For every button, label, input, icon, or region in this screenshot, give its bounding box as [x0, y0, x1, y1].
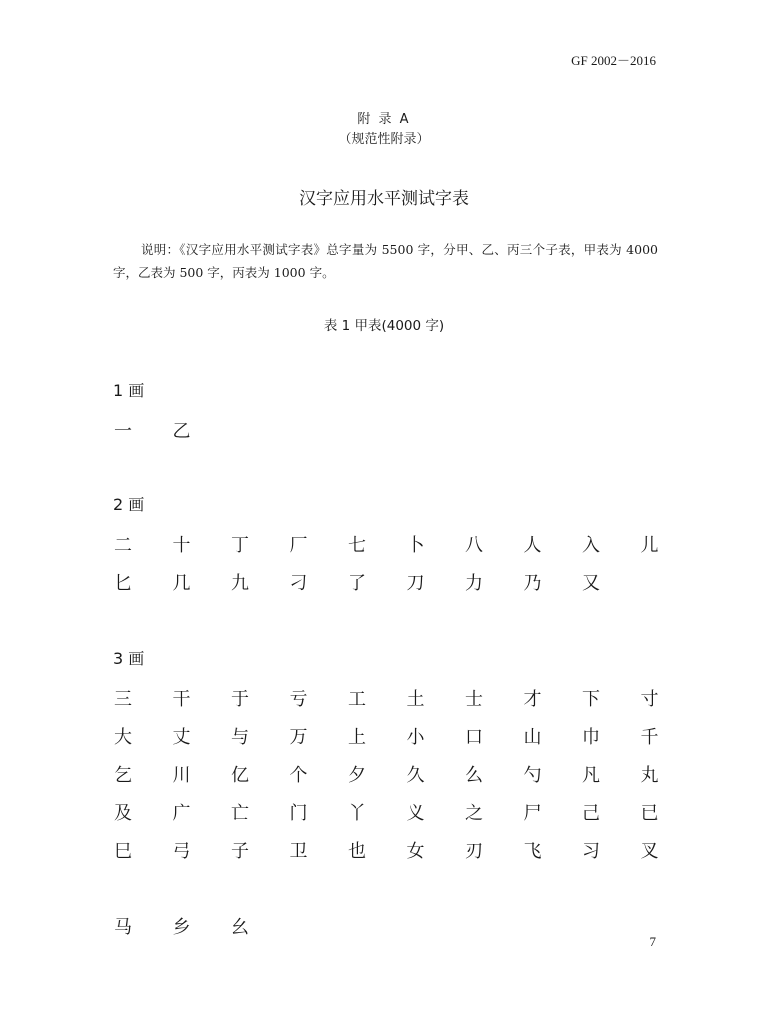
character-cell: 卜: [406, 535, 425, 556]
character-cell: 人: [523, 535, 542, 556]
character-cell: 七: [348, 535, 366, 556]
character-cell: 尸: [523, 803, 542, 824]
character-cell: 厂: [289, 535, 308, 556]
character-cell: 了: [348, 573, 366, 594]
character-row: [113, 534, 673, 558]
character-cell: 么: [465, 765, 483, 786]
character-cell: 门: [289, 803, 308, 824]
character-cell: 刃: [465, 841, 483, 862]
character-row: [113, 764, 673, 788]
character-cell: 刁: [289, 573, 308, 594]
stroke-count-heading: 3 画: [113, 649, 145, 668]
character-cell: 寸: [640, 689, 659, 710]
character-cell: 二: [114, 535, 132, 556]
character-cell: 入: [582, 535, 600, 556]
character-cell: 又: [582, 573, 600, 594]
character-cell: 山: [523, 727, 542, 748]
character-cell: 义: [406, 803, 425, 824]
character-cell: 亡: [231, 803, 249, 824]
character-cell: 习: [582, 841, 600, 862]
character-cell: 巾: [582, 727, 600, 748]
character-cell: 干: [172, 689, 191, 710]
character-cell: 也: [348, 841, 366, 862]
character-cell: 几: [172, 573, 191, 594]
character-cell: 卫: [289, 841, 308, 862]
page-number: 7: [649, 934, 656, 949]
character-cell: 马: [114, 917, 132, 938]
character-cell: 飞: [523, 841, 542, 862]
character-row: [113, 726, 673, 750]
explanation-note: 说明：《汉字应用水平测试字表》总字量为 5500 字，分甲、乙、丙三个子表，甲表为 4000 字，乙表为 500 字，丙表为 1000 字。: [113, 242, 658, 280]
character-cell: 匕: [114, 573, 132, 594]
character-cell: 才: [523, 689, 542, 710]
standard-code: GF 2002－2016: [571, 53, 656, 68]
character-cell: 夕: [348, 765, 366, 786]
character-cell: 刀: [406, 573, 425, 594]
character-cell: 丸: [640, 765, 659, 786]
character-row: [113, 916, 673, 940]
document-title: 汉字应用水平测试字表: [299, 189, 469, 209]
character-cell: 大: [114, 727, 132, 748]
character-cell: 川: [172, 765, 191, 786]
appendix-title: 附 录 A: [357, 112, 411, 127]
character-cell: 下: [582, 689, 600, 710]
character-row: [113, 802, 673, 826]
appendix-subtitle: （规范性附录）: [338, 132, 430, 147]
character-cell: 乃: [523, 573, 542, 594]
character-cell: 丁: [231, 535, 249, 556]
stroke-count-heading: 1 画: [113, 381, 145, 400]
character-row: [113, 840, 673, 864]
character-cell: 丈: [172, 727, 191, 748]
character-cell: 上: [348, 727, 366, 748]
character-cell: 乞: [114, 765, 132, 786]
character-cell: 久: [406, 765, 425, 786]
character-cell: 三: [114, 689, 132, 710]
character-row: [113, 572, 673, 596]
character-cell: 土: [406, 689, 425, 710]
character-cell: 女: [406, 841, 425, 862]
character-cell: 一: [114, 421, 132, 442]
character-cell: 广: [172, 803, 191, 824]
character-cell: 工: [348, 689, 366, 710]
character-cell: 个: [289, 765, 308, 786]
character-cell: 小: [406, 727, 425, 748]
character-cell: 丫: [348, 803, 366, 824]
character-cell: 子: [231, 841, 249, 862]
character-cell: 儿: [640, 535, 659, 556]
character-cell: 与: [231, 727, 249, 748]
character-cell: 凡: [582, 765, 600, 786]
character-cell: 己: [582, 803, 600, 824]
character-cell: 之: [465, 803, 483, 824]
character-cell: 乙: [172, 421, 191, 442]
stroke-count-heading: 2 画: [113, 495, 145, 514]
character-cell: 巳: [114, 841, 132, 862]
character-cell: 力: [465, 573, 483, 594]
character-cell: 亿: [231, 765, 249, 786]
character-cell: 弓: [172, 841, 191, 862]
character-cell: 勺: [523, 765, 542, 786]
character-cell: 于: [231, 689, 249, 710]
character-cell: 亏: [289, 689, 308, 710]
character-cell: 八: [465, 535, 483, 556]
character-cell: 口: [465, 727, 483, 748]
character-cell: 幺: [231, 917, 249, 938]
character-cell: 及: [114, 803, 132, 824]
character-row: [113, 420, 673, 444]
character-cell: 千: [640, 727, 659, 748]
character-cell: 已: [640, 803, 659, 824]
character-cell: 士: [465, 689, 483, 710]
character-cell: 九: [231, 573, 249, 594]
character-cell: 叉: [640, 841, 659, 862]
table-title: 表 1 甲表(4000 字): [323, 318, 445, 334]
character-cell: 万: [289, 727, 308, 748]
character-cell: 乡: [172, 917, 191, 938]
character-cell: 十: [172, 535, 191, 556]
character-row: [113, 688, 673, 712]
